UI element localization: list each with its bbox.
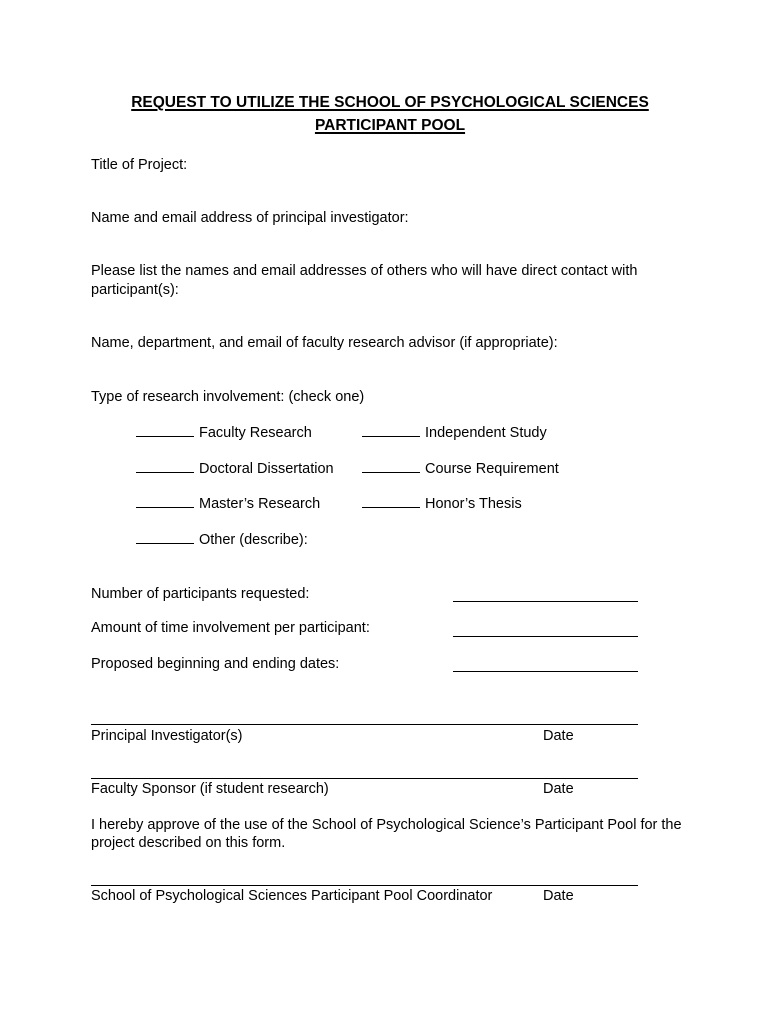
- option-label: Independent Study: [425, 425, 547, 441]
- option-label: Course Requirement: [425, 461, 559, 477]
- approval-statement-line2: project described on this form.: [91, 835, 286, 851]
- option-masters-research[interactable]: [136, 495, 320, 512]
- checkbox-blank[interactable]: [362, 460, 420, 473]
- sponsor-date-label: Date: [543, 781, 574, 797]
- checkbox-blank[interactable]: [362, 424, 420, 437]
- coordinator-signature-label: School of Psychological Sciences Participant Pool Coordinator: [91, 888, 493, 904]
- pi-signature-line[interactable]: [91, 724, 638, 725]
- option-independent-study[interactable]: [362, 424, 547, 441]
- others-contact-label-line1: Please list the names and email addresses of others who will have direct contact with: [91, 263, 638, 279]
- participants-requested-line[interactable]: [453, 601, 638, 602]
- option-label: Faculty Research: [199, 425, 312, 441]
- proposed-dates-label: Proposed beginning and ending dates:: [91, 656, 340, 672]
- option-other[interactable]: [136, 531, 308, 548]
- time-involvement-line[interactable]: [453, 636, 638, 637]
- pi-signature-label: Principal Investigator(s): [91, 728, 243, 744]
- research-type-prompt: Type of research involvement: (check one): [91, 389, 365, 405]
- pi-date-label: Date: [543, 728, 574, 744]
- option-label: Master’s Research: [199, 496, 321, 512]
- coordinator-date-label: Date: [543, 888, 574, 904]
- checkbox-blank[interactable]: [136, 495, 194, 508]
- participants-requested-label: Number of participants requested:: [91, 586, 310, 602]
- checkbox-blank[interactable]: [136, 460, 194, 473]
- faculty-advisor-label: Name, department, and email of faculty research advisor (if appropriate):: [91, 335, 558, 351]
- checkbox-blank[interactable]: [136, 531, 194, 544]
- form-title-line2: PARTICIPANT POOL: [314, 117, 466, 134]
- coordinator-signature-line[interactable]: [91, 885, 638, 886]
- form-title-line1: REQUEST TO UTILIZE THE SCHOOL OF PSYCHOLOGICAL SCIENCES: [131, 94, 649, 111]
- option-label: Other (describe):: [199, 532, 308, 548]
- others-contact-label-line2: participant(s):: [91, 282, 179, 298]
- option-doctoral-dissertation[interactable]: [136, 460, 334, 477]
- time-involvement-label: Amount of time involvement per participant:: [91, 620, 370, 636]
- option-course-requirement[interactable]: [362, 460, 559, 477]
- sponsor-signature-label: Faculty Sponsor (if student research): [91, 781, 329, 797]
- principal-investigator-label: Name and email address of principal investigator:: [91, 210, 409, 226]
- project-title-label: Title of Project:: [91, 157, 188, 173]
- sponsor-signature-line[interactable]: [91, 778, 638, 779]
- checkbox-blank[interactable]: [362, 495, 420, 508]
- proposed-dates-line[interactable]: [453, 671, 638, 672]
- option-label: Honor’s Thesis: [425, 496, 522, 512]
- option-label: Doctoral Dissertation: [199, 461, 334, 477]
- option-faculty-research[interactable]: [136, 424, 312, 441]
- option-honors-thesis[interactable]: [362, 495, 522, 512]
- approval-statement-line1: I hereby approve of the use of the School of Psychological Science’s Participant Pool for the: [91, 817, 682, 833]
- checkbox-blank[interactable]: [136, 424, 194, 437]
